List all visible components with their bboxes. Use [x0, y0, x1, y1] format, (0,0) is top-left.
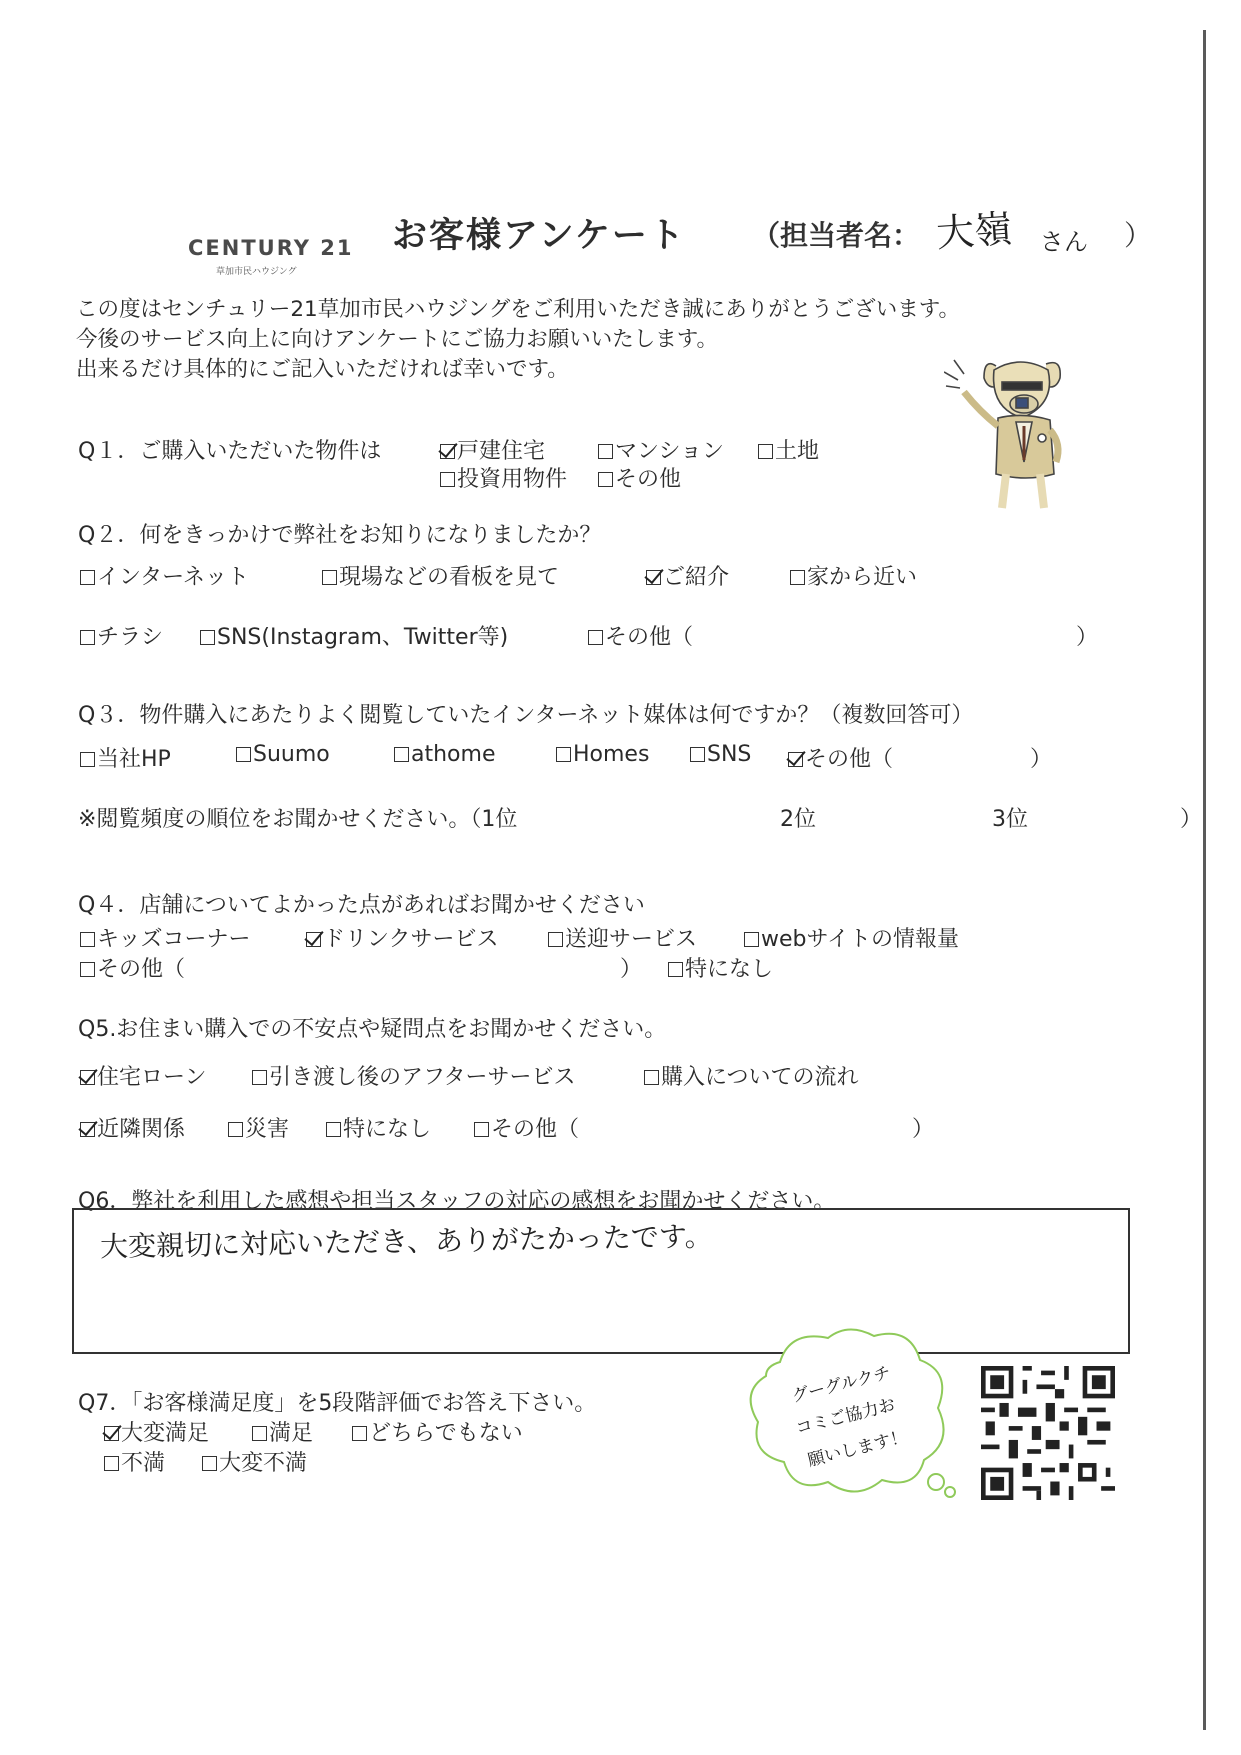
- checkbox[interactable]: [474, 1122, 489, 1137]
- q3-question: Q３．物件購入にあたりよく閲覧していたインターネット媒体は何ですか？（複数回答可）: [78, 703, 974, 728]
- checkbox-checked[interactable]: [440, 444, 455, 459]
- q2-option-signboard[interactable]: 現場などの看板を見て: [322, 560, 559, 591]
- checkbox-checked[interactable]: [80, 1122, 95, 1137]
- q4-option-shuttle[interactable]: 送迎サービス: [548, 922, 697, 953]
- qr-code-icon[interactable]: [981, 1366, 1115, 1500]
- checkbox-checked[interactable]: [306, 932, 321, 947]
- checkbox[interactable]: [228, 1122, 243, 1137]
- cloud-text-line-3: 願いします！: [805, 1426, 910, 1471]
- q2-option-referral[interactable]: ご紹介: [646, 560, 729, 591]
- checkbox[interactable]: [758, 444, 773, 459]
- q7-option-neutral[interactable]: どちらでもない: [352, 1416, 523, 1447]
- q1-option-land[interactable]: 土地: [758, 434, 819, 465]
- q5-option-neighbors[interactable]: 近隣関係: [80, 1112, 185, 1143]
- q5-option-purchase-flow[interactable]: 購入についての流れ: [644, 1060, 859, 1091]
- q3-option-sns[interactable]: SNS: [690, 742, 751, 767]
- checkbox[interactable]: [644, 1070, 659, 1085]
- q2-option-internet[interactable]: インターネット: [80, 560, 249, 591]
- checkbox[interactable]: [790, 570, 805, 585]
- checkbox[interactable]: [80, 962, 95, 977]
- q7-option-very-satisfied[interactable]: 大変満足: [104, 1416, 209, 1447]
- q3-option-company-hp[interactable]: 当社HP: [80, 742, 171, 773]
- comment-answer-handwritten: 大変親切に対応いただき、ありがたかったです。: [99, 1219, 713, 1264]
- intro-line-1: この度はセンチュリー21草加市民ハウジングをご利用いただき誠にありがとうございます。: [76, 297, 961, 322]
- google-review-cloud: [740, 1322, 958, 1502]
- q5-question: Q5.お住まい購入での不安点や疑問点をお聞かせください。: [78, 1017, 667, 1042]
- checkbox[interactable]: [690, 747, 705, 762]
- checkbox[interactable]: [598, 472, 613, 487]
- q4-other-close: ）: [620, 957, 643, 982]
- checkbox[interactable]: [80, 932, 95, 947]
- checkbox[interactable]: [556, 747, 571, 762]
- cloud-text-line-1: グーグルクチ: [789, 1362, 893, 1407]
- checkbox[interactable]: [236, 747, 251, 762]
- century21-logo: CENTURY 21: [188, 236, 354, 260]
- q4-option-other[interactable]: その他（: [80, 952, 185, 983]
- q5-option-housing-loan[interactable]: 住宅ローン: [80, 1060, 207, 1091]
- q3-option-homes[interactable]: Homes: [556, 742, 649, 767]
- q5-option-other[interactable]: その他（: [474, 1112, 579, 1143]
- intro-line-2: 今後のサービス向上に向けアンケートにご協力お願いいたします。: [76, 327, 718, 352]
- checkbox[interactable]: [80, 752, 95, 767]
- logo-subtitle: 草加市民ハウジング: [216, 267, 297, 277]
- q5-option-after-service[interactable]: 引き渡し後のアフターサービス: [252, 1060, 575, 1091]
- q1-option-condominium[interactable]: マンション: [598, 434, 724, 465]
- staff-close-paren: ）: [1124, 219, 1153, 252]
- staff-suffix-handwritten: さん: [1040, 228, 1088, 256]
- q7-option-dissatisfied[interactable]: 不満: [104, 1446, 165, 1477]
- q1-option-other[interactable]: その他: [598, 462, 681, 493]
- staff-label: （担当者名：: [752, 219, 921, 252]
- checkbox[interactable]: [588, 630, 603, 645]
- q2-option-near-home[interactable]: 家から近い: [790, 560, 917, 591]
- q2-question: Q２．何をきっかけで弊社をお知りになりましたか？: [78, 523, 602, 548]
- q5-option-disaster[interactable]: 災害: [228, 1112, 289, 1143]
- page-title: お客様アンケート: [392, 216, 686, 256]
- q3-other-close: ）: [1030, 747, 1053, 772]
- q1-option-investment[interactable]: 投資用物件: [440, 462, 567, 493]
- checkbox[interactable]: [202, 1456, 217, 1471]
- q3-rank-3: 3位: [992, 807, 1028, 832]
- q7-option-very-dissatisfied[interactable]: 大変不満: [202, 1446, 307, 1477]
- q4-option-website-info[interactable]: webサイトの情報量: [744, 922, 959, 953]
- q7-option-satisfied[interactable]: 満足: [252, 1416, 313, 1447]
- q6-question: Q6．弊社を利用した感想や担当スタッフの対応の感想をお聞かせください。: [78, 1189, 836, 1214]
- checkbox[interactable]: [80, 570, 95, 585]
- cloud-text-line-2: コミご協力お: [793, 1394, 898, 1439]
- q2-option-sns[interactable]: SNS(Instagram、Twitter等): [200, 620, 508, 651]
- staff-name-handwritten: 大嶺: [934, 206, 1014, 256]
- q4-question: Q４．店舗についてよかった点があればお聞かせください: [78, 893, 645, 918]
- checkbox[interactable]: [252, 1426, 267, 1441]
- q3-option-suumo[interactable]: Suumo: [236, 742, 330, 767]
- checkbox[interactable]: [104, 1456, 119, 1471]
- checkbox[interactable]: [440, 472, 455, 487]
- q7-question: Q7．「お客様満足度」を5段階評価でお答え下さい。: [78, 1391, 597, 1416]
- checkbox[interactable]: [548, 932, 563, 947]
- q2-other-close: ）: [1076, 625, 1099, 650]
- q2-option-flyer[interactable]: チラシ: [80, 620, 163, 651]
- q3-option-other[interactable]: その他（: [788, 742, 893, 773]
- q5-other-close: ）: [912, 1117, 935, 1142]
- q3-rank-2: 2位: [780, 807, 816, 832]
- q5-option-nothing[interactable]: 特になし: [326, 1112, 431, 1143]
- q4-option-nothing[interactable]: 特になし: [668, 952, 773, 983]
- checkbox[interactable]: [598, 444, 613, 459]
- checkbox[interactable]: [394, 747, 409, 762]
- checkbox[interactable]: [80, 630, 95, 645]
- checkbox[interactable]: [744, 932, 759, 947]
- checkbox-checked[interactable]: [104, 1426, 119, 1441]
- q1-question: Q１．ご購入いただいた物件は: [78, 439, 382, 464]
- q3-option-athome[interactable]: athome: [394, 742, 495, 767]
- checkbox[interactable]: [322, 570, 337, 585]
- q4-option-kids-corner[interactable]: キッズコーナー: [80, 922, 251, 953]
- q2-option-other[interactable]: その他（: [588, 620, 693, 651]
- q3-rank-close: ）: [1180, 807, 1203, 832]
- dog-mascot-icon: [944, 352, 1074, 514]
- page-edge-line: [1203, 30, 1206, 1730]
- checkbox[interactable]: [326, 1122, 341, 1137]
- q4-option-drink-service[interactable]: ドリンクサービス: [306, 922, 499, 953]
- checkbox[interactable]: [200, 630, 215, 645]
- checkbox[interactable]: [668, 962, 683, 977]
- checkbox-checked[interactable]: [788, 752, 803, 767]
- checkbox[interactable]: [252, 1070, 267, 1085]
- checkbox[interactable]: [352, 1426, 367, 1441]
- q1-option-detached-house[interactable]: 戸建住宅: [440, 434, 545, 465]
- checkbox-checked[interactable]: [80, 1070, 95, 1085]
- checkbox-checked[interactable]: [646, 570, 661, 585]
- q3-rank-prompt: ※閲覧頻度の順位をお聞かせください。（1位: [78, 807, 518, 832]
- intro-line-3: 出来るだけ具体的にご記入いただければ幸いです。: [76, 357, 569, 382]
